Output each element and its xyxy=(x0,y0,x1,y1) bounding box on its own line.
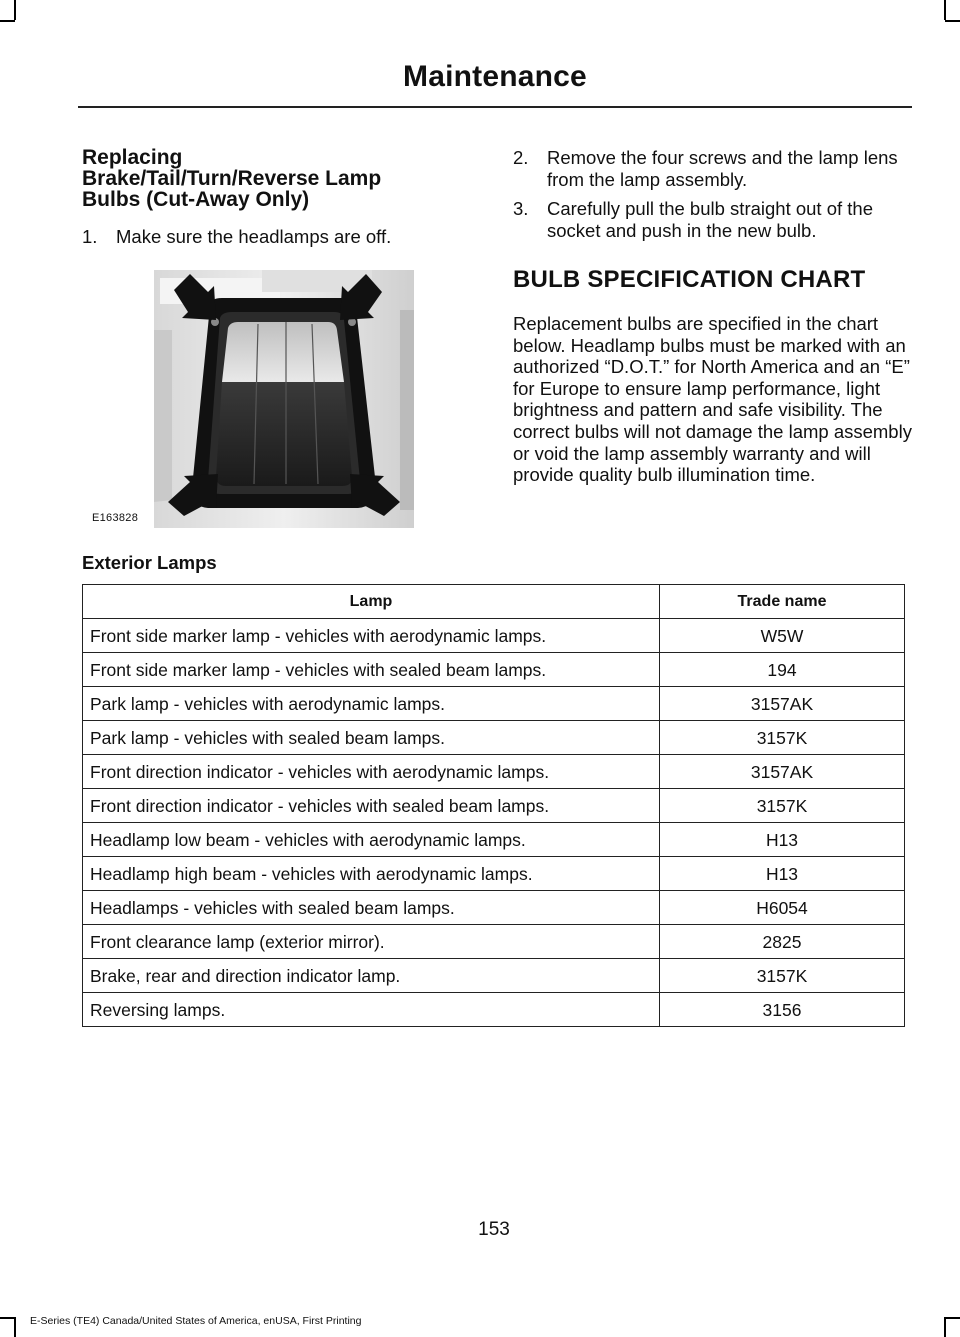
table-row xyxy=(83,755,905,789)
trade-name-cell: H13 xyxy=(660,823,905,857)
table-row xyxy=(83,925,905,959)
table-row xyxy=(83,789,905,823)
lamp-cell: Front direction indicator - vehicles with aerodynamic lamps. xyxy=(83,755,660,789)
step-text: Carefully pull the bulb straight out of the socket and push in the new bulb. xyxy=(547,198,873,241)
lamp-cell: Brake, rear and direction indicator lamp. xyxy=(83,959,660,993)
step-number: 3. xyxy=(513,198,529,219)
page-number: 153 xyxy=(478,1219,510,1240)
step-text: Remove the four screws and the lamp lens from the lamp assembly. xyxy=(547,147,898,190)
left-column xyxy=(82,147,482,248)
bulb-table xyxy=(82,584,905,1027)
step-number: 1. xyxy=(82,226,98,247)
trade-name-cell: 3157AK xyxy=(660,755,905,789)
lamp-cell: Headlamp low beam - vehicles with aerodynamic lamps. xyxy=(83,823,660,857)
table-row xyxy=(83,653,905,687)
crop-mark xyxy=(0,20,15,22)
column-header-lamp: Lamp xyxy=(83,585,660,619)
table-row xyxy=(83,721,905,755)
trade-name-cell: 194 xyxy=(660,653,905,687)
crop-mark xyxy=(945,20,960,22)
lamp-cell: Front side marker lamp - vehicles with sealed beam lamps. xyxy=(83,653,660,687)
crop-mark xyxy=(944,0,946,20)
lamp-cell: Park lamp - vehicles with aerodynamic lamps. xyxy=(83,687,660,721)
page-title: Maintenance xyxy=(403,60,587,93)
figure-code: E163828 xyxy=(92,512,139,524)
trade-name-cell: 3156 xyxy=(660,993,905,1027)
crop-mark xyxy=(0,1317,15,1319)
crop-mark xyxy=(14,0,16,20)
crop-mark xyxy=(14,1317,16,1337)
trade-name-cell: 3157K xyxy=(660,789,905,823)
trade-name-cell: H13 xyxy=(660,857,905,891)
lamp-cell: Headlamp high beam - vehicles with aerodynamic lamps. xyxy=(83,857,660,891)
trade-name-cell: 2825 xyxy=(660,925,905,959)
table-row xyxy=(83,891,905,925)
chart-heading: BULB SPECIFICATION CHART xyxy=(513,266,866,293)
step-2 xyxy=(513,147,913,191)
trade-name-cell: 3157K xyxy=(660,959,905,993)
step-1 xyxy=(82,226,482,248)
table-title: Exterior Lamps xyxy=(82,552,217,573)
header-divider xyxy=(78,106,912,108)
step-number: 2. xyxy=(513,147,529,168)
table-row xyxy=(83,619,905,653)
trade-name-cell: W5W xyxy=(660,619,905,653)
crop-mark xyxy=(945,1317,960,1319)
lamp-figure xyxy=(82,270,486,528)
right-column xyxy=(513,147,913,486)
step-text: Make sure the headlamps are off. xyxy=(116,226,392,247)
column-header-trade-name: Trade name xyxy=(660,585,905,619)
table-row xyxy=(83,959,905,993)
trade-name-cell: H6054 xyxy=(660,891,905,925)
table-row xyxy=(83,687,905,721)
step-3 xyxy=(513,198,913,242)
lamp-cell: Front side marker lamp - vehicles with aerodynamic lamps. xyxy=(83,619,660,653)
lamp-cell: Front clearance lamp (exterior mirror). xyxy=(83,925,660,959)
table-row xyxy=(83,857,905,891)
table-row xyxy=(83,993,905,1027)
table-row xyxy=(83,823,905,857)
lamp-cell: Reversing lamps. xyxy=(83,993,660,1027)
footer-text: E-Series (TE4) Canada/United States of America, enUSA, First Printing xyxy=(30,1315,362,1327)
lamp-cell: Headlamps - vehicles with sealed beam lamps. xyxy=(83,891,660,925)
trade-name-cell: 3157AK xyxy=(660,687,905,721)
crop-mark xyxy=(944,1317,946,1337)
section-heading-line: Bulbs (Cut-Away Only) xyxy=(82,188,310,211)
lamp-cell: Front direction indicator - vehicles with sealed beam lamps. xyxy=(83,789,660,823)
table-header-row xyxy=(83,585,905,619)
lamp-cell: Park lamp - vehicles with sealed beam lamps. xyxy=(83,721,660,755)
section-heading xyxy=(82,147,482,210)
trade-name-cell: 3157K xyxy=(660,721,905,755)
chart-description: Replacement bulbs are specified in the chart below. Headlamp bulbs must be marked with an authorized “D.O.T.” for North America and an “E” for Europe to ensure lamp performance, light brightness and pattern and safe visibility. The correct bulbs will not damage the lamp assembly or void the lamp assembly warranty and will provide quality bulb illumination time. xyxy=(513,313,912,486)
section-heading-line: Brake/Tail/Turn/Reverse Lamp xyxy=(82,167,382,190)
lamp-illustration xyxy=(82,270,486,528)
section-heading-line: Replacing xyxy=(82,146,183,169)
